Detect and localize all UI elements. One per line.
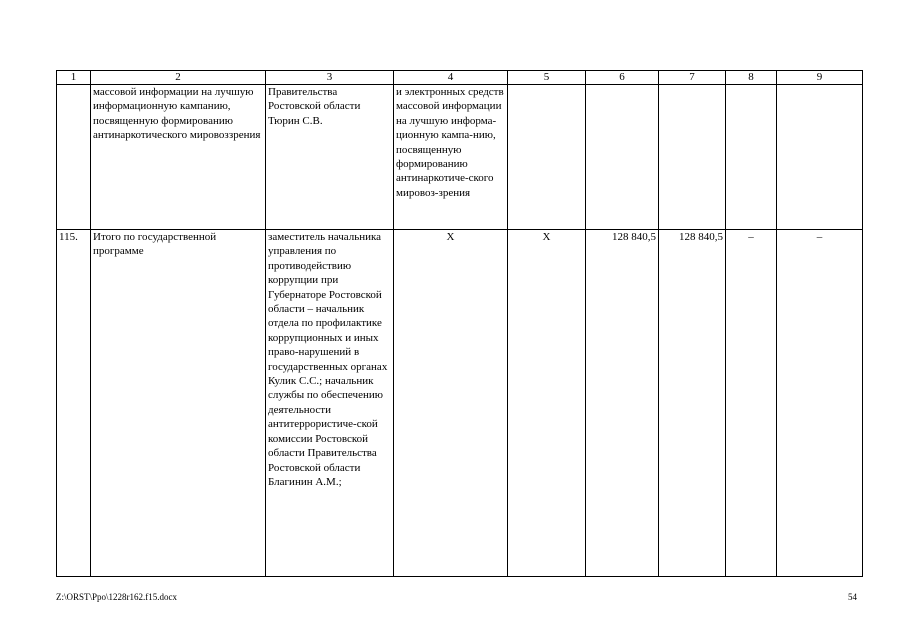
event-name-cell: массовой информации на лучшую информационную кампанию, посвященную формированию антинаркотического мировоззрения [91, 85, 266, 230]
column-header: 2 [91, 71, 266, 85]
table-cell [777, 85, 863, 230]
file-path: Z:\ORST\Ppo\1228r162.f15.docx [56, 592, 177, 602]
table-cell: – [777, 230, 863, 577]
table-row [57, 85, 863, 230]
row-number-cell [57, 85, 91, 230]
table-cell: Х [394, 230, 508, 577]
table-cell [659, 85, 726, 230]
column-header: 4 [394, 71, 508, 85]
responsible-cell: Правительства Ростовской области Тюрин С.В. [266, 85, 394, 230]
table-cell [726, 85, 777, 230]
column-header: 9 [777, 71, 863, 85]
table-cell [508, 85, 586, 230]
row-number-cell: 115. [57, 230, 91, 577]
program-table [56, 70, 863, 577]
column-header: 3 [266, 71, 394, 85]
table-cell: – [726, 230, 777, 577]
column-header: 6 [586, 71, 659, 85]
table-row [57, 230, 863, 577]
description-cell: и электронных средств массовой информации на лучшую информа-ционную кампа-нию, посвященную формированию антинаркотиче-ского мировоз-зрения [394, 85, 508, 230]
page-number: 54 [848, 592, 857, 602]
column-header: 1 [57, 71, 91, 85]
amount-cell: 128 840,5 [659, 230, 726, 577]
column-header: 7 [659, 71, 726, 85]
event-name-cell: Итого по государственной программе [91, 230, 266, 577]
amount-cell: 128 840,5 [586, 230, 659, 577]
table-cell: Х [508, 230, 586, 577]
header-row [57, 71, 863, 85]
table-cell [586, 85, 659, 230]
responsible-cell: заместитель начальника управления по противодействию коррупции при Губернаторе Ростовской области – начальник отдела по профилактике коррупционных и иных право-нарушений в государственных органах Кулик С.С.; начальник службы по обеспечению деятельности антитеррористиче-ской комиссии Ростовской области Правительства Ростовской области Благинин А.М.; [266, 230, 394, 577]
column-header: 8 [726, 71, 777, 85]
column-header: 5 [508, 71, 586, 85]
